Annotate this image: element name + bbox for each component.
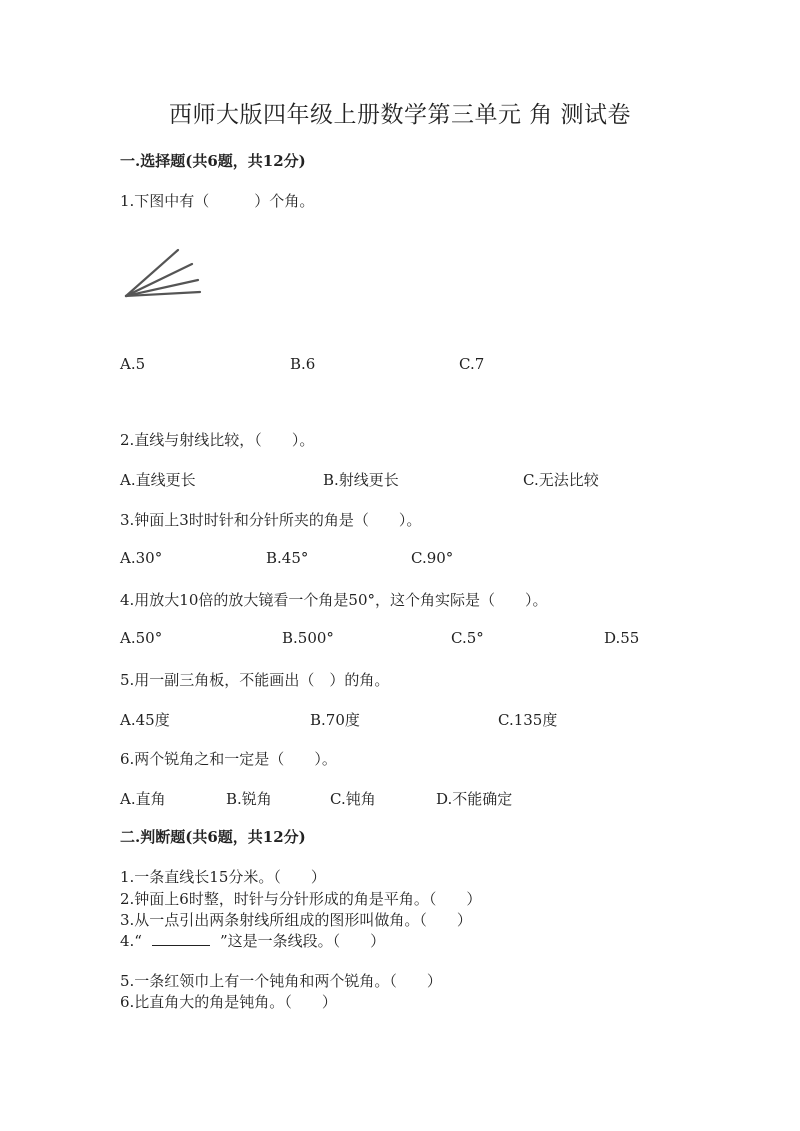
judgement-item-6: 6.比直角大的角是钝角。（ ） bbox=[120, 993, 337, 1011]
judgement-item-1: 1.一条直线长15分米。（ ） bbox=[120, 868, 326, 886]
angle-figure bbox=[118, 238, 208, 304]
question-5-option-b: B.70度 bbox=[310, 711, 360, 729]
question-6-option-d: D.不能确定 bbox=[436, 790, 513, 808]
page-title: 西师大版四年级上册数学第三单元 角 测试卷 bbox=[168, 102, 632, 128]
section-heading-choice: 一.选择题(共6题，共12分) bbox=[120, 152, 306, 170]
question-3-option-b: B.45° bbox=[266, 549, 309, 567]
question-3-stem: 3.钟面上3时时针和分针所夹的角是（ ）。 bbox=[120, 511, 422, 529]
judgement-item-4-suffix: ”这是一条线段。（ ） bbox=[219, 932, 386, 950]
question-6-option-b: B.锐角 bbox=[226, 790, 272, 808]
question-3-option-a: A.30° bbox=[120, 549, 163, 567]
question-1-option-c: C.7 bbox=[459, 355, 485, 373]
question-2-option-c: C.无法比较 bbox=[523, 471, 599, 489]
question-6-option-a: A.直角 bbox=[120, 790, 166, 808]
question-6-option-c: C.钝角 bbox=[330, 790, 376, 808]
question-5-stem: 5.用一副三角板，不能画出（ ）的角。 bbox=[120, 671, 390, 689]
question-4-option-c: C.5° bbox=[451, 629, 484, 647]
question-2-option-a: A.直线更长 bbox=[120, 471, 196, 489]
judgement-item-3: 3.从一点引出两条射线所组成的图形叫做角。（ ） bbox=[120, 911, 472, 929]
question-4-option-d: D.55 bbox=[604, 629, 640, 647]
question-2-option-b: B.射线更长 bbox=[323, 471, 399, 489]
question-1-stem: 1.下图中有（ ）个角。 bbox=[120, 192, 315, 210]
question-4-option-b: B.500° bbox=[282, 629, 334, 647]
question-5-option-c: C.135度 bbox=[498, 711, 558, 729]
question-3-option-c: C.90° bbox=[411, 549, 454, 567]
judgement-item-4-prefix: 4.“ bbox=[120, 932, 142, 950]
judgement-item-5: 5.一条红领巾上有一个钝角和两个锐角。（ ） bbox=[120, 972, 442, 990]
line-segment-figure bbox=[152, 933, 210, 946]
question-4-stem: 4.用放大10倍的放大镜看一个角是50°，这个角实际是（ ）。 bbox=[120, 591, 548, 609]
question-6-stem: 6.两个锐角之和一定是（ ）。 bbox=[120, 750, 337, 768]
question-4-option-a: A.50° bbox=[120, 629, 163, 647]
question-1-option-b: B.6 bbox=[290, 355, 316, 373]
judgement-item-2: 2.钟面上6时整，时针与分针形成的角是平角。（ ） bbox=[120, 890, 482, 908]
question-5-option-a: A.45度 bbox=[120, 711, 170, 729]
section-heading-judgement: 二.判断题(共6题，共12分) bbox=[120, 828, 306, 846]
judgement-item-4 bbox=[120, 930, 385, 951]
angle-ray-3 bbox=[126, 264, 192, 296]
question-2-stem: 2.直线与射线比较，（ ）。 bbox=[120, 431, 315, 449]
question-1-option-a: A.5 bbox=[120, 355, 146, 373]
